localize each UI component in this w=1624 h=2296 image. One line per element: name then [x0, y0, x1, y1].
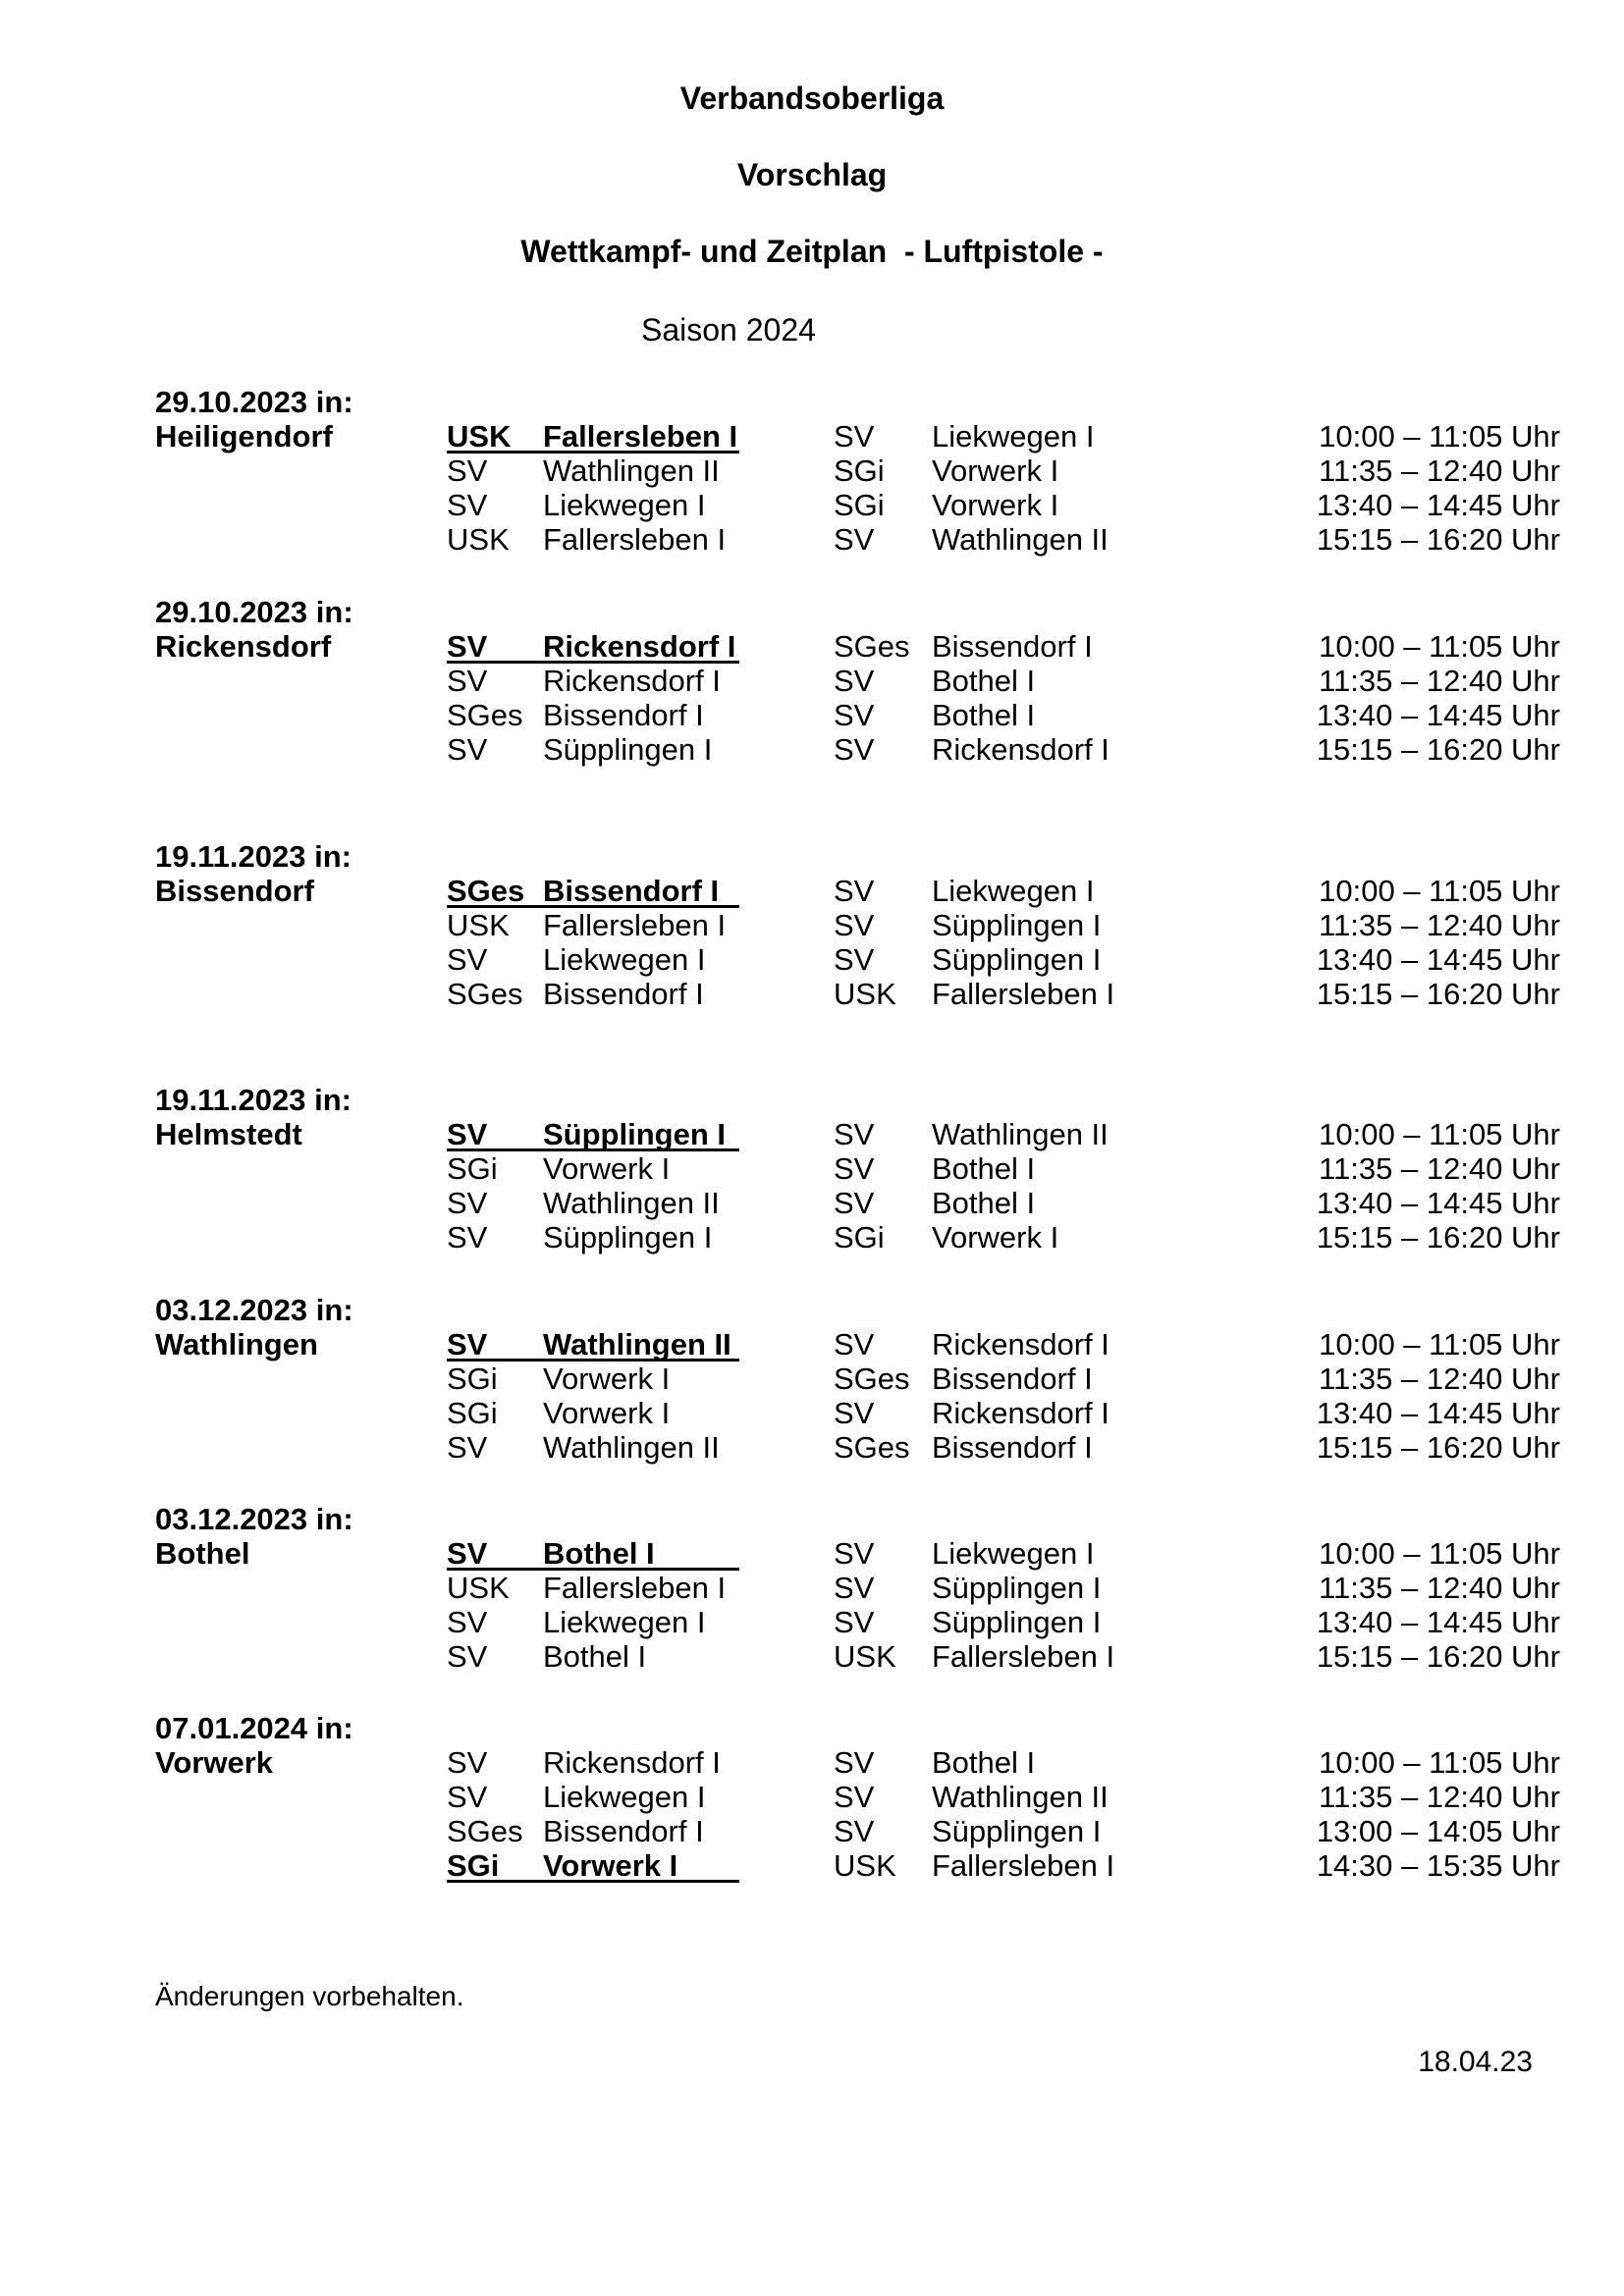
guest-team: Bothel I — [932, 1151, 1036, 1186]
match-time: 13:40 – 14:45 Uhr — [1316, 698, 1560, 732]
home-club: SV — [447, 629, 488, 664]
guest-club: SGes — [834, 1430, 910, 1465]
match-time: 13:40 – 14:45 Uhr — [1316, 1605, 1560, 1639]
guest-club: SGes — [834, 1362, 910, 1396]
guest-club: SV — [834, 698, 875, 732]
home-club: SV — [447, 1220, 488, 1255]
home-club: SGi — [447, 1848, 500, 1883]
home-team: Fallersleben I — [543, 1571, 727, 1605]
block-venue: Bothel — [155, 1536, 250, 1571]
guest-club: SV — [834, 1117, 875, 1151]
match-time: 15:15 – 16:20 Uhr — [1316, 1220, 1560, 1255]
home-club: SGi — [447, 1396, 498, 1430]
match-time: 11:35 – 12:40 Uhr — [1319, 664, 1560, 698]
guest-team: Wathlingen II — [932, 522, 1109, 557]
guest-club: SGi — [834, 488, 885, 522]
guest-club: USK — [834, 977, 896, 1011]
match-row — [0, 1362, 1624, 1397]
match-row — [0, 1814, 1624, 1849]
block-date-suffix: in: — [314, 1083, 352, 1117]
block-venue: Wathlingen — [155, 1327, 318, 1362]
guest-team: Süpplingen I — [932, 1814, 1102, 1848]
home-team: Rickensdorf I — [543, 1745, 721, 1780]
guest-team: Vorwerk I — [932, 488, 1059, 522]
block-date-value: 03.12.2023 — [155, 1293, 308, 1327]
block-date — [155, 385, 353, 420]
guest-team: Bothel I — [932, 664, 1036, 698]
guest-team: Bissendorf I — [932, 1362, 1093, 1396]
home-club: SV — [447, 1117, 488, 1151]
guest-team: Vorwerk I — [932, 454, 1059, 488]
match-row — [0, 419, 1624, 454]
home-team: Wathlingen II — [543, 1327, 731, 1362]
guest-club: SV — [834, 664, 875, 698]
match-row — [0, 1220, 1624, 1255]
match-time: 15:15 – 16:20 Uhr — [1316, 1639, 1560, 1674]
block-date — [155, 839, 352, 875]
header-plan-title: Wettkampf- und Zeitplan - Luftpistole - — [520, 234, 1104, 269]
home-team: Fallersleben I — [543, 908, 727, 942]
match-time: 10:00 – 11:05 Uhr — [1319, 419, 1560, 454]
home-club: SV — [447, 1536, 488, 1571]
home-team: Süpplingen I — [543, 732, 713, 767]
home-team: Bissendorf I — [543, 1814, 704, 1848]
guest-club: SV — [834, 874, 875, 908]
block-venue: Rickensdorf — [155, 629, 332, 664]
home-team: Rickensdorf I — [543, 664, 721, 698]
guest-team: Liekwegen I — [932, 419, 1095, 454]
home-club: SV — [447, 1430, 488, 1465]
match-row — [0, 1327, 1624, 1362]
host-underline — [447, 1880, 739, 1883]
block-date-suffix: in: — [315, 1502, 353, 1536]
block-date-value: 19.11.2023 — [155, 839, 306, 874]
home-team: Süpplingen I — [543, 1220, 713, 1255]
block-date-value: 07.01.2024 — [155, 1711, 308, 1745]
match-time: 15:15 – 16:20 Uhr — [1316, 522, 1560, 557]
match-row — [0, 1430, 1624, 1466]
guest-team: Süpplingen I — [932, 1571, 1102, 1605]
match-time: 11:35 – 12:40 Uhr — [1319, 1571, 1560, 1605]
home-club: SV — [447, 1605, 488, 1639]
home-team: Wathlingen II — [543, 1430, 720, 1465]
venue-block — [0, 1083, 1624, 1255]
guest-club: SV — [834, 1571, 875, 1605]
guest-club: SV — [834, 1745, 875, 1780]
block-date-value: 03.12.2023 — [155, 1502, 308, 1536]
block-date-suffix: in: — [315, 1711, 353, 1745]
match-row — [0, 732, 1624, 768]
match-row — [0, 874, 1624, 909]
block-date-value: 29.10.2023 — [155, 385, 308, 419]
block-date — [155, 1083, 352, 1118]
guest-club: SV — [834, 1814, 875, 1848]
header-league: Verbandsoberliga — [679, 80, 945, 116]
home-club: SGes — [447, 1814, 523, 1848]
home-team: Liekwegen I — [543, 942, 706, 977]
home-team: Wathlingen II — [543, 1186, 720, 1220]
block-venue: Heiligendorf — [155, 419, 333, 454]
home-club: SV — [447, 1639, 488, 1674]
block-venue: Vorwerk — [155, 1745, 274, 1780]
home-club: SGes — [447, 874, 525, 908]
home-club: SV — [447, 1327, 488, 1362]
home-team: Bissendorf I — [543, 874, 720, 908]
guest-club: SGi — [834, 1220, 885, 1255]
home-team: Rickensdorf I — [543, 629, 736, 664]
guest-team: Rickensdorf I — [932, 732, 1110, 767]
guest-club: SV — [834, 1396, 875, 1430]
match-time: 10:00 – 11:05 Uhr — [1319, 1536, 1560, 1571]
match-time: 10:00 – 11:05 Uhr — [1319, 1117, 1560, 1151]
guest-team: Bothel I — [932, 1186, 1036, 1220]
home-team: Süpplingen I — [543, 1117, 726, 1151]
guest-team: Bissendorf I — [932, 629, 1093, 664]
home-club: USK — [447, 419, 512, 454]
header-proposal: Vorschlag — [736, 157, 888, 192]
match-time: 10:00 – 11:05 Uhr — [1319, 874, 1560, 908]
guest-club: USK — [834, 1848, 896, 1883]
match-row — [0, 698, 1624, 733]
match-row — [0, 1571, 1624, 1606]
guest-team: Bissendorf I — [932, 1430, 1093, 1465]
home-club: SV — [447, 664, 488, 698]
home-team: Bothel I — [543, 1536, 655, 1571]
footer-date: 18.04.23 — [1418, 2046, 1533, 2078]
home-club: SV — [447, 1186, 488, 1220]
match-time: 11:35 – 12:40 Uhr — [1319, 908, 1560, 942]
match-time: 15:15 – 16:20 Uhr — [1316, 1430, 1560, 1465]
match-row — [0, 454, 1624, 489]
home-team: Vorwerk I — [543, 1151, 671, 1186]
guest-team: Fallersleben I — [932, 977, 1115, 1011]
home-club: SGi — [447, 1151, 498, 1186]
home-club: SV — [447, 942, 488, 977]
venue-block — [0, 839, 1624, 1011]
venue-block — [0, 1502, 1624, 1674]
match-time: 15:15 – 16:20 Uhr — [1316, 732, 1560, 767]
match-time: 10:00 – 11:05 Uhr — [1319, 1327, 1560, 1362]
home-club: USK — [447, 522, 510, 557]
match-row — [0, 1117, 1624, 1152]
match-row — [0, 1396, 1624, 1431]
match-time: 15:15 – 16:20 Uhr — [1316, 977, 1560, 1011]
venue-block — [0, 385, 1624, 557]
home-club: SGi — [447, 1362, 498, 1396]
match-row — [0, 1639, 1624, 1675]
home-team: Vorwerk I — [543, 1848, 678, 1883]
match-time: 11:35 – 12:40 Uhr — [1319, 454, 1560, 488]
block-date — [155, 1293, 353, 1328]
block-date-suffix: in: — [315, 385, 353, 419]
home-team: Fallersleben I — [543, 419, 738, 454]
home-team: Bissendorf I — [543, 977, 704, 1011]
guest-team: Rickensdorf I — [932, 1396, 1110, 1430]
block-date-value: 29.10.2023 — [155, 595, 308, 629]
match-row — [0, 1780, 1624, 1815]
home-team: Bothel I — [543, 1639, 647, 1674]
match-time: 11:35 – 12:40 Uhr — [1319, 1362, 1560, 1396]
home-team: Fallersleben I — [543, 522, 727, 557]
guest-team: Bothel I — [932, 1745, 1036, 1780]
guest-club: SGes — [834, 629, 910, 664]
home-team: Liekwegen I — [543, 488, 706, 522]
home-team: Liekwegen I — [543, 1605, 706, 1639]
block-date-suffix: in: — [315, 1293, 353, 1327]
guest-club: SV — [834, 419, 875, 454]
home-club: SV — [447, 454, 488, 488]
home-club: SV — [447, 732, 488, 767]
home-team: Vorwerk I — [543, 1362, 671, 1396]
match-row — [0, 1186, 1624, 1221]
guest-club: SV — [834, 1780, 875, 1814]
guest-team: Fallersleben I — [932, 1848, 1115, 1883]
home-club: SV — [447, 488, 488, 522]
block-date — [155, 1502, 353, 1537]
home-club: USK — [447, 908, 510, 942]
guest-club: SV — [834, 908, 875, 942]
guest-team: Fallersleben I — [932, 1639, 1115, 1674]
match-time: 13:40 – 14:45 Uhr — [1316, 942, 1560, 977]
guest-team: Liekwegen I — [932, 874, 1095, 908]
venue-block — [0, 1293, 1624, 1465]
guest-team: Liekwegen I — [932, 1536, 1095, 1571]
guest-club: SV — [834, 522, 875, 557]
match-row — [0, 908, 1624, 943]
block-date — [155, 1711, 353, 1746]
match-time: 11:35 – 12:40 Uhr — [1319, 1780, 1560, 1814]
match-time: 13:00 – 14:05 Uhr — [1316, 1814, 1560, 1848]
home-club: SV — [447, 1780, 488, 1814]
block-venue: Bissendorf — [155, 874, 314, 908]
block-venue: Helmstedt — [155, 1117, 302, 1151]
guest-team: Süpplingen I — [932, 1605, 1102, 1639]
home-club: SGes — [447, 977, 523, 1011]
match-row — [0, 629, 1624, 665]
home-team: Liekwegen I — [543, 1780, 706, 1814]
home-team: Bissendorf I — [543, 698, 704, 732]
guest-club: SV — [834, 1536, 875, 1571]
match-row — [0, 1605, 1624, 1640]
block-date — [155, 595, 353, 630]
guest-team: Bothel I — [932, 698, 1036, 732]
block-date-value: 19.11.2023 — [155, 1083, 306, 1117]
match-row — [0, 1151, 1624, 1187]
match-time: 13:40 – 14:45 Uhr — [1316, 1396, 1560, 1430]
match-time: 13:40 – 14:45 Uhr — [1316, 1186, 1560, 1220]
home-club: USK — [447, 1571, 510, 1605]
guest-club: SV — [834, 942, 875, 977]
venue-block — [0, 1711, 1624, 1883]
guest-club: SV — [834, 1186, 875, 1220]
match-row — [0, 488, 1624, 523]
footer-note: Änderungen vorbehalten. — [155, 1981, 464, 2011]
guest-club: SV — [834, 1327, 875, 1362]
match-time: 14:30 – 15:35 Uhr — [1316, 1848, 1560, 1883]
guest-team: Wathlingen II — [932, 1780, 1109, 1814]
home-team: Vorwerk I — [543, 1396, 671, 1430]
match-time: 13:40 – 14:45 Uhr — [1316, 488, 1560, 522]
guest-team: Vorwerk I — [932, 1220, 1059, 1255]
block-date-suffix: in: — [314, 839, 352, 874]
header-season: Saison 2024 — [641, 312, 816, 347]
guest-team: Wathlingen II — [932, 1117, 1109, 1151]
match-row — [0, 522, 1624, 558]
match-row — [0, 942, 1624, 978]
home-team: Wathlingen II — [543, 454, 720, 488]
home-club: SGes — [447, 698, 523, 732]
venue-block — [0, 595, 1624, 767]
match-time: 11:35 – 12:40 Uhr — [1319, 1151, 1560, 1186]
guest-club: USK — [834, 1639, 896, 1674]
guest-team: Rickensdorf I — [932, 1327, 1110, 1362]
block-date-suffix: in: — [315, 595, 353, 629]
match-row — [0, 1745, 1624, 1781]
guest-club: SV — [834, 1605, 875, 1639]
match-time: 10:00 – 11:05 Uhr — [1319, 1745, 1560, 1780]
match-time: 10:00 – 11:05 Uhr — [1319, 629, 1560, 664]
guest-club: SV — [834, 1151, 875, 1186]
match-row — [0, 977, 1624, 1012]
guest-club: SGi — [834, 454, 885, 488]
guest-club: SV — [834, 732, 875, 767]
home-club: SV — [447, 1745, 488, 1780]
match-row — [0, 664, 1624, 699]
match-row — [0, 1848, 1624, 1884]
guest-team: Süpplingen I — [932, 942, 1102, 977]
match-row — [0, 1536, 1624, 1572]
guest-team: Süpplingen I — [932, 908, 1102, 942]
